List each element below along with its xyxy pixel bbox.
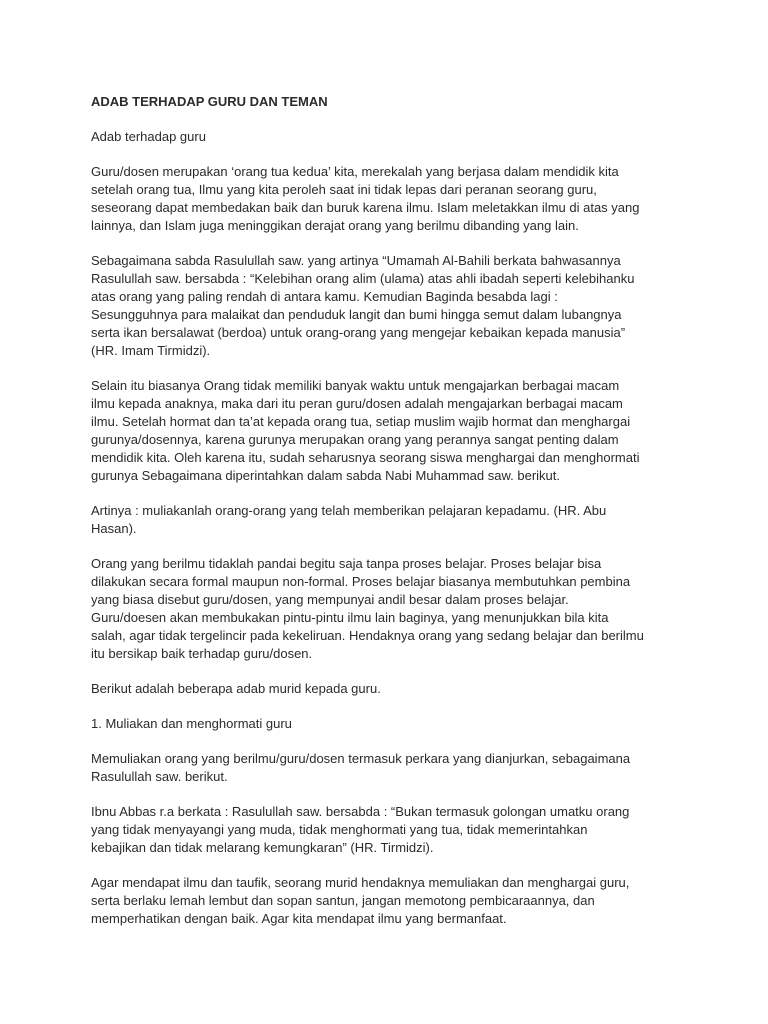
page-title: ADAB TERHADAP GURU DAN TEMAN [91, 94, 328, 109]
paragraph-list-intro: Berikut adalah beberapa adab murid kepada guru. [91, 681, 381, 696]
paragraph-honoring-scholars: Memuliakan orang yang berilmu/guru/dosen termasuk perkara yang dianjurkan, sebagaimana Rasulullah saw. berikut. [91, 751, 631, 784]
subheading-adab-guru: Adab terhadap guru [91, 129, 206, 144]
list-item-1-heading: 1. Muliakan dan menghormati guru [91, 716, 292, 731]
paragraph-conclusion: Agar mendapat ilmu dan taufik, seorang murid hendaknya memuliakan dan menghargai guru, serta berlaku lemah lembut dan sopan santun, jangan memotong pembicaraannya, dan memperhatikan dengan baik. Agar kita mendapat ilmu yang bermanfaat. [91, 875, 630, 926]
paragraph-hadith-ibnu-abbas: Ibnu Abbas r.a berkata : Rasulullah saw. bersabda : “Bukan termasuk golongan umatku orang yang tidak menyayangi yang muda, tidak menghormati yang tua, tidak memerintahkan kebajikan dan tidak melarang kemungkaran” (HR. Tirmidzi). [91, 804, 630, 855]
paragraph-learning-process: Orang yang berilmu tidaklah pandai begitu saja tanpa proses belajar. Proses belajar bisa dilakukan secara formal maupun non-formal. Proses belajar biasanya membutuhkan pembina yang biasa disebut guru/dosen, yang mempunyai andil besar dalam proses belajar. Guru/doesen akan membukakan pintu-pintu ilmu lain baginya, yang menunjukkan bila kita salah, agar tidak tergelincir pada kekeliruan. Hendaknya orang yang sedang belajar dan berilmu itu bersikap baik terhadap guru/dosen. [91, 556, 644, 661]
document-body [91, 93, 691, 945]
paragraph-intro: Guru/dosen merupakan ‘orang tua kedua’ kita, merekalah yang berjasa dalam mendidik kita setelah orang tua, Ilmu yang kita peroleh saat ini tidak lepas dari peranan seorang guru, seseorang dapat membedakan baik dan buruk karena ilmu. Islam meletakkan ilmu di atas yang lainnya, dan Islam juga meninggikan derajat orang yang berilmu dibanding yang lain. [91, 164, 640, 233]
paragraph-hadith-umamah: Sebagaimana sabda Rasulullah saw. yang artinya “Umamah Al-Bahili berkata bahwasannya Rasulullah saw. bersabda : “Kelebihan orang alim (ulama) atas ahli ibadah seperti kelebihanku atas orang yang paling rendah di antara kamu. Kemudian Baginda besabda lagi : Sesungguhnya para malaikat dan penduduk langit dan bumi hingga semut dalam lubangnya serta ikan bersalawat (berdoa) untuk orang-orang yang mengejar kebaikan kepada manusia” (HR. Imam Tirmidzi). [91, 253, 635, 358]
paragraph-role-of-teacher: Selain itu biasanya Orang tidak memiliki banyak waktu untuk mengajarkan berbagai macam ilmu kepada anaknya, maka dari itu peran guru/dosen adalah mengajarkan berbagai macam ilmu. Setelah hormat dan ta’at kepada orang tua, setiap muslim wajib hormat dan menghargai gurunya/dosennya, karena gurunya merupakan orang yang perannya sangat penting dalam mendidik kita. Oleh karena itu, sudah seharusnya seorang siswa menghargai dan menghormati gurunya Sebagaimana diperintahkan dalam sabda Nabi Muhammad saw. berikut. [91, 378, 640, 483]
paragraph-translation: Artinya : muliakanlah orang-orang yang telah memberikan pelajaran kepadamu. (HR. Abu Hasan). [91, 503, 607, 536]
